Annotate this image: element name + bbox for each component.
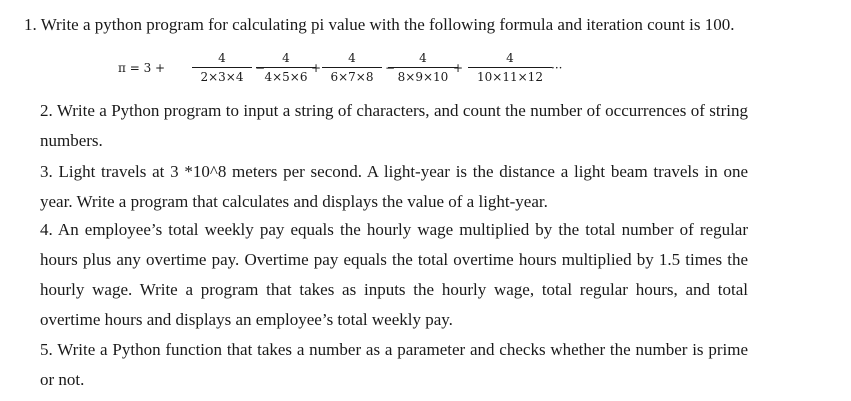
formula-term-5-numerator: 4 xyxy=(506,51,514,65)
question-1: 1. Write a python program for calculating pi value with the following formula and iteration count is 100. xyxy=(24,15,735,34)
formula-term-4-numerator: 4 xyxy=(419,51,427,65)
formula-term-2-denominator: 4×5×6 xyxy=(264,70,308,84)
formula-op-1: − xyxy=(255,61,266,75)
formula-op-4: + xyxy=(453,61,464,75)
formula-term-1-denominator: 2×3×4 xyxy=(200,70,244,84)
formula-term-4-denominator: 8×9×10 xyxy=(397,70,449,84)
formula-term-3-denominator: 6×7×8 xyxy=(330,70,374,84)
formula-term-1-numerator: 4 xyxy=(218,51,226,65)
formula-lhs: π = 3 + xyxy=(118,61,166,75)
formula-term-2 xyxy=(256,50,316,85)
formula-term-4 xyxy=(388,50,458,85)
question-2: 2. Write a Python program to input a string of characters, and count the number of occurrences of string numbers. xyxy=(40,101,748,150)
formula-term-5-denominator: 10×11×12 xyxy=(477,70,543,84)
pi-formula xyxy=(118,50,638,90)
formula-term-5 xyxy=(468,50,552,85)
formula-term-3-numerator: 4 xyxy=(348,51,356,65)
formula-term-2-numerator: 4 xyxy=(282,51,290,65)
formula-op-3: − xyxy=(385,61,396,75)
question-3: 3. Light travels at 3 *10^8 meters per second. A light-year is the distance a light beam travels in one year. Write a program that calculates and displays the value of a light-year. xyxy=(40,162,748,211)
question-5: 5. Write a Python function that takes a number as a parameter and checks whether the number is prime or not. xyxy=(40,340,748,389)
formula-term-1 xyxy=(192,50,252,85)
formula-op-2: + xyxy=(311,61,322,75)
formula-ellipsis: ··· xyxy=(551,61,563,75)
question-4: 4. An employee’s total weekly pay equals the hourly wage multiplied by the total number of regular hours plus any overtime pay. Overtime pay equals the total overtime hours multiplied by 1.5 times the hourly wage. Write a program that takes as inputs the hourly wage, total regular hours, and total overtime hours and displays an employee’s total weekly pay. xyxy=(40,220,748,329)
formula-term-3 xyxy=(322,50,382,85)
